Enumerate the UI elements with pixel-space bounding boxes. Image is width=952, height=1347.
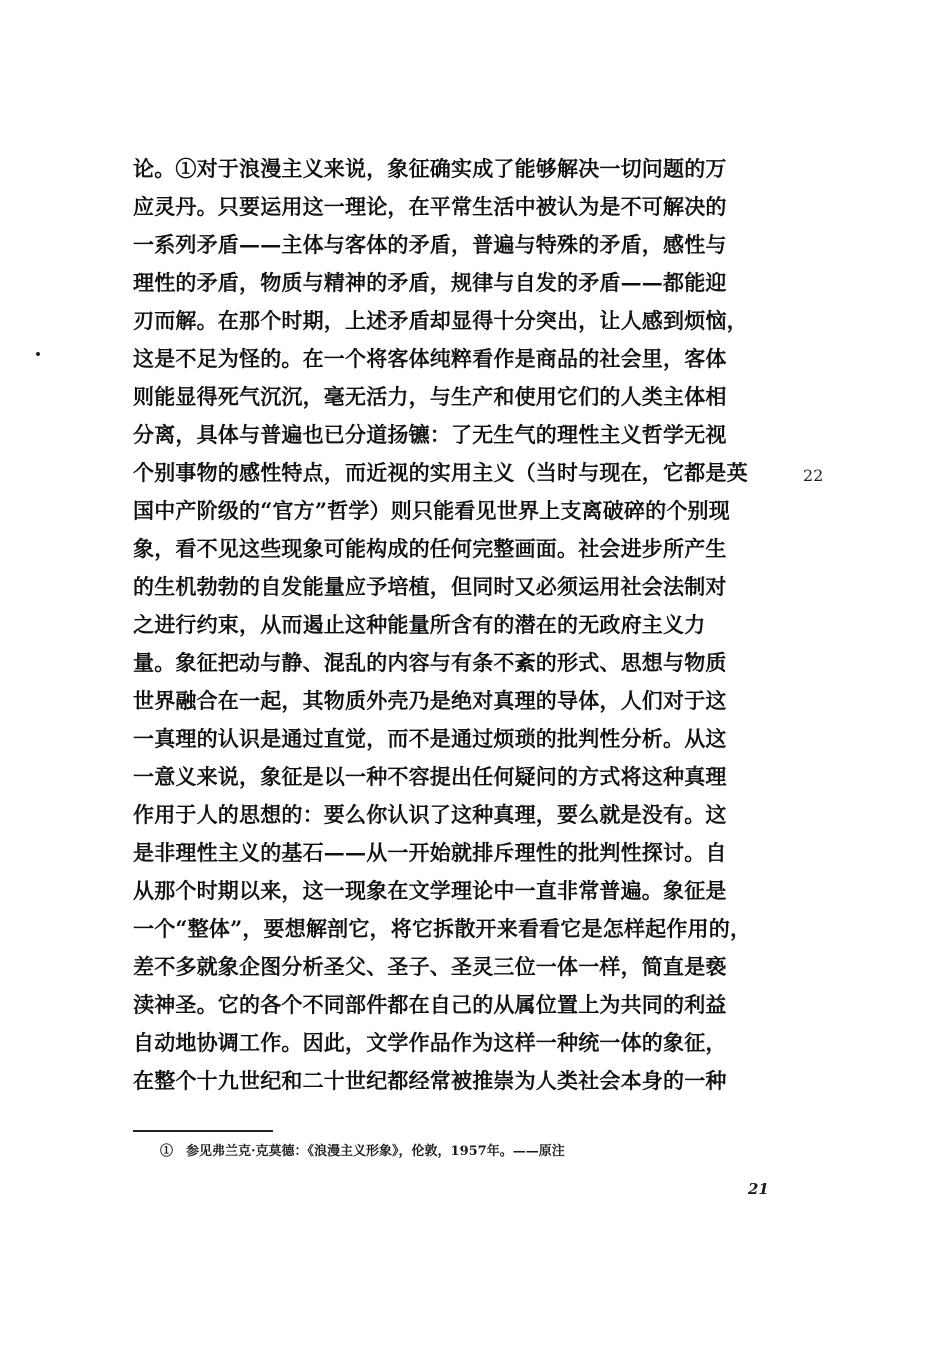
text-line: 一个“整体”，要想解剖它，将它拆散开来看看它是怎样起作用的，	[133, 916, 752, 941]
text-line: 作用于人的思想的：要么你认识了这种真理，要么就是没有。这	[133, 802, 727, 827]
text-line: 则能显得死气沉沉，毫无活力，与生产和使用它们的人类主体相	[133, 384, 727, 409]
text-line: 量。象征把动与静、混乱的内容与有条不紊的形式、思想与物质	[133, 650, 727, 675]
text-line: 应灵丹。只要运用这一理论，在平常生活中被认为是不可解决的	[133, 194, 727, 219]
footnote-divider	[133, 1130, 273, 1132]
text-line: 理性的矛盾，物质与精神的矛盾，规律与自发的矛盾——都能迎	[133, 270, 727, 295]
text-line: 一系列矛盾——主体与客体的矛盾，普遍与特殊的矛盾，感性与	[133, 232, 727, 257]
footnote: ① 参见弗兰克·克莫德：《浪漫主义形象》，伦敦，1957年。——原注	[160, 1144, 565, 1159]
text-line: 从那个时期以来，这一现象在文学理论中一直非常普遍。象征是	[133, 878, 727, 903]
margin-dot	[36, 352, 40, 356]
text-line: 刃而解。在那个时期，上述矛盾却显得十分突出，让人感到烦恼，	[133, 308, 748, 333]
body-text	[133, 150, 813, 1100]
text-line: 之进行约束，从而遏止这种能量所含有的潜在的无政府主义力	[133, 612, 706, 637]
text-line: 一意义来说，象征是以一种不容提出任何疑问的方式将这种真理	[133, 764, 727, 789]
text-line: 是非理性主义的基石——从一开始就排斥理性的批判性探讨。自	[133, 840, 727, 865]
text-line: 一真理的认识是通过直觉，而不是通过烦琐的批判性分析。从这	[133, 726, 727, 751]
text-line: 在整个十九世纪和二十世纪都经常被推崇为人类社会本身的一种	[133, 1068, 727, 1093]
text-line: 象，看不见这些现象可能构成的任何完整画面。社会进步所产生	[133, 536, 727, 561]
text-line: 国中产阶级的“官方”哲学）则只能看见世界上支离破碎的个别现	[133, 498, 730, 523]
text-line: 的生机勃勃的自发能量应予培植，但同时又必须运用社会法制对	[133, 574, 727, 599]
text-line: 这是不足为怪的。在一个将客体纯粹看作是商品的社会里，客体	[133, 346, 727, 371]
text-line: 世界融合在一起，其物质外壳乃是绝对真理的导体，人们对于这	[133, 688, 727, 713]
text-line: 自动地协调工作。因此，文学作品作为这样一种统一体的象征，	[133, 1030, 727, 1055]
text-line: 分离，具体与普遍也已分道扬镳：了无生气的理性主义哲学无视	[133, 422, 727, 447]
text-line: 论。①对于浪漫主义来说，象征确实成了能够解决一切问题的万	[133, 156, 727, 181]
text-line: 个别事物的感性特点，而近视的实用主义（当时与现在，它都是英	[133, 460, 748, 485]
page-number: 21	[748, 1180, 769, 1198]
margin-page-reference: 22	[803, 466, 824, 485]
text-line: 差不多就象企图分析圣父、圣子、圣灵三位一体一样，简直是亵	[133, 954, 727, 979]
text-line: 渎神圣。它的各个不同部件都在自己的从属位置上为共同的利益	[133, 992, 727, 1017]
